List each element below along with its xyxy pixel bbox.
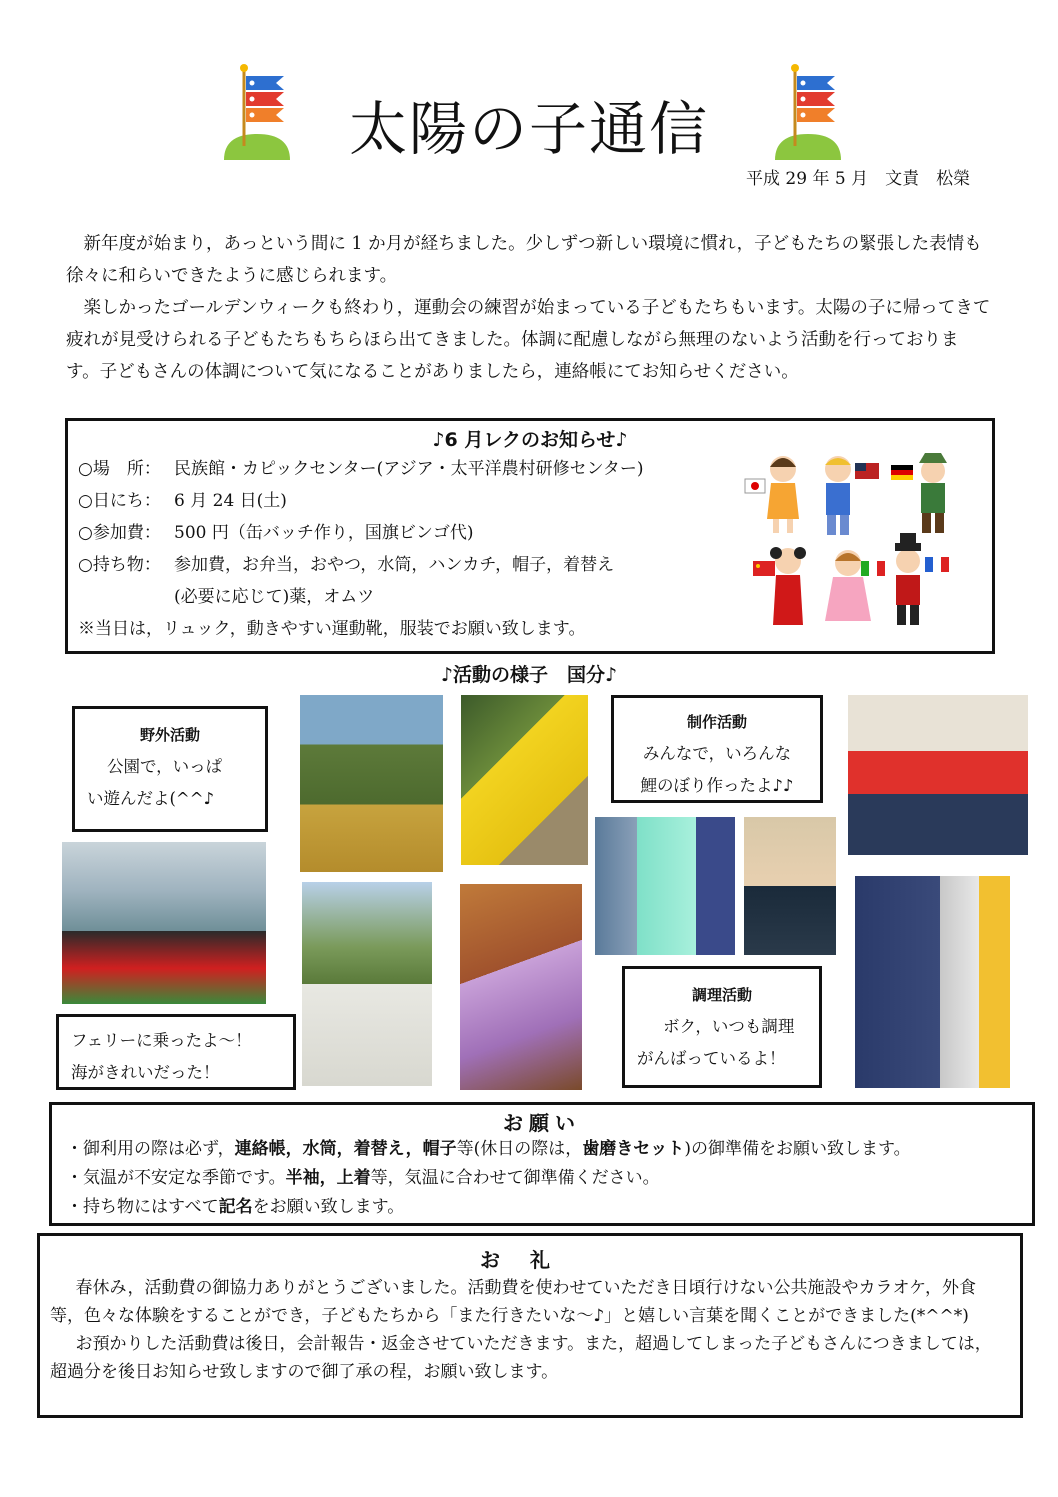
request-l1-c: 等(休日の際は， — [456, 1139, 583, 1159]
request-l2-a: ・気温が不安定な季節です。 — [66, 1168, 286, 1188]
photo-park-statue-children — [300, 695, 443, 872]
notice-items-row-2 — [78, 581, 644, 613]
request-l3-a: ・持ち物にはすべて — [66, 1197, 219, 1217]
intro-paragraph-1: 新年度が始まり，あっという間に 1 か月が経ちました。少しずつ新しい環境に慣れ，子どもたちの緊張した表情も徐々に和らいできたように感じられます。 — [66, 234, 982, 286]
notice-title: ♪6 月レクのお知らせ♪ — [432, 429, 628, 451]
photo-boy-glasses — [744, 817, 836, 955]
fee-label: ○参加費： — [78, 523, 161, 543]
date-author-line: 平成 29 年 5 月 文責 松榮 — [746, 169, 971, 189]
outdoor-activity-text-2: い遊んだよ(^^♪ — [87, 789, 215, 808]
items-value-2: (必要に応じて)薬，オムツ — [174, 587, 375, 607]
request-l1-a: ・御利用の際は必ず， — [66, 1139, 235, 1159]
thanks-box — [37, 1233, 1023, 1418]
request-box — [49, 1102, 1035, 1226]
items-label: ○持ち物： — [78, 555, 161, 575]
request-l1-bold: 連絡帳，水筒，着替え，帽子 — [234, 1139, 457, 1159]
june-rec-notice-box — [65, 418, 995, 654]
photo-yellow-slide — [461, 695, 588, 865]
intro-text — [66, 228, 991, 388]
place-label: ○場 所： — [78, 459, 161, 479]
world-children-illustration — [743, 449, 963, 639]
notice-note: ※当日は，リュック，動きやすい運動靴，服装でお願い致します。 — [78, 619, 586, 639]
request-l2-c: 等，気温に合わせて御準備ください。 — [370, 1168, 660, 1188]
activities-section-title: ♪活動の様子 国分♪ — [440, 664, 618, 686]
notice-place-row — [78, 453, 644, 485]
cooking-activity-heading: 調理活動 — [691, 986, 752, 1004]
request-l3-c: をお願い致します。 — [252, 1197, 405, 1217]
thanks-body — [50, 1274, 1008, 1386]
photo-boy-craft-card — [595, 817, 735, 955]
notice-date-row — [78, 485, 644, 517]
date-label: ○日にち： — [78, 491, 161, 511]
thanks-title: お礼 — [480, 1248, 580, 1272]
request-l2-bold: 半袖，上着 — [285, 1168, 371, 1188]
craft-activity-text-1: みんなで，いろんな — [642, 744, 792, 763]
ferry-caption-box — [56, 1014, 296, 1090]
craft-activity-text-2: 鯉のぼり作ったよ♪♪ — [640, 776, 794, 795]
thanks-paragraph-1: 春休み，活動費の御協力ありがとうございました。活動費を使わせていただき日頃行けない公共施設やカラオケ，外食等，色々な体験をすることができ，子どもたちから「また行きたいな～♪」と嬉しい言葉を聞くことができました(*^^*) — [50, 1278, 976, 1326]
newsletter-title: 太陽の子通信 — [348, 95, 709, 163]
outdoor-activity-text-1: 公園で，いっぱ — [107, 757, 223, 776]
craft-activity-caption-box — [611, 695, 823, 803]
photo-boy-cooking — [855, 876, 1010, 1088]
request-l1-e: )の御準備をお願い致します。 — [684, 1139, 911, 1159]
photo-ferry-river — [62, 842, 266, 1004]
craft-activity-heading: 制作活動 — [686, 713, 747, 731]
notice-fee-row — [78, 517, 644, 549]
outdoor-activity-caption-box — [72, 706, 268, 832]
cooking-activity-text-1: ボク，いつも調理 — [663, 1017, 795, 1036]
request-l1-bold-2: 歯磨きセット — [582, 1139, 685, 1159]
intro-paragraph-2: 楽しかったゴールデンウィークも終わり，運動会の練習が始まっている子どもたちもいます。太陽の子に帰ってきて疲れが見受けられる子どもたちもちらほら出てきました。体調に配慮しながら無理のないよう活動を行っております。子どもさんの体調について気になることがありましたら，連絡帳にてお知らせください。 — [66, 298, 991, 382]
notice-note-row — [78, 613, 644, 645]
request-title: お願い — [503, 1111, 581, 1135]
thanks-paragraph-2: お預かりした活動費は後日，会計報告・返金させていただきます。また，超過してしまった子どもさんにつきましては，超過分を後日お知らせ致しますので御了承の程，お願い致します。 — [50, 1334, 992, 1382]
items-value: 参加費，お弁当，おやつ，水筒，ハンカチ，帽子，着替え — [174, 555, 615, 575]
notice-items-row — [78, 549, 644, 581]
cooking-activity-text-2: がんばっているよ！ — [637, 1049, 786, 1068]
date-value: 6 月 24 日(土) — [174, 491, 287, 511]
photo-girl-on-slide — [460, 884, 582, 1090]
ferry-caption-text-2: 海がきれいだった！ — [71, 1063, 220, 1082]
photo-girl-dog-statue — [302, 882, 432, 1086]
request-lines — [66, 1135, 911, 1222]
request-line-3 — [66, 1193, 911, 1222]
request-line-2 — [66, 1164, 911, 1193]
place-value: 民族館・カピックセンター(アジア・太平洋農村研修センター) — [174, 459, 644, 479]
fee-value: 500 円（缶バッチ作り，国旗ビンゴ代) — [174, 523, 474, 543]
ferry-caption-text-1: フェリーに乗ったよ～！ — [71, 1031, 252, 1050]
request-line-1 — [66, 1135, 911, 1164]
notice-details — [78, 453, 644, 645]
photo-boy-red-koinobori — [848, 695, 1028, 855]
cooking-activity-caption-box — [622, 966, 822, 1088]
request-l3-bold: 記名 — [218, 1197, 253, 1217]
outdoor-activity-heading: 野外活動 — [139, 726, 200, 744]
